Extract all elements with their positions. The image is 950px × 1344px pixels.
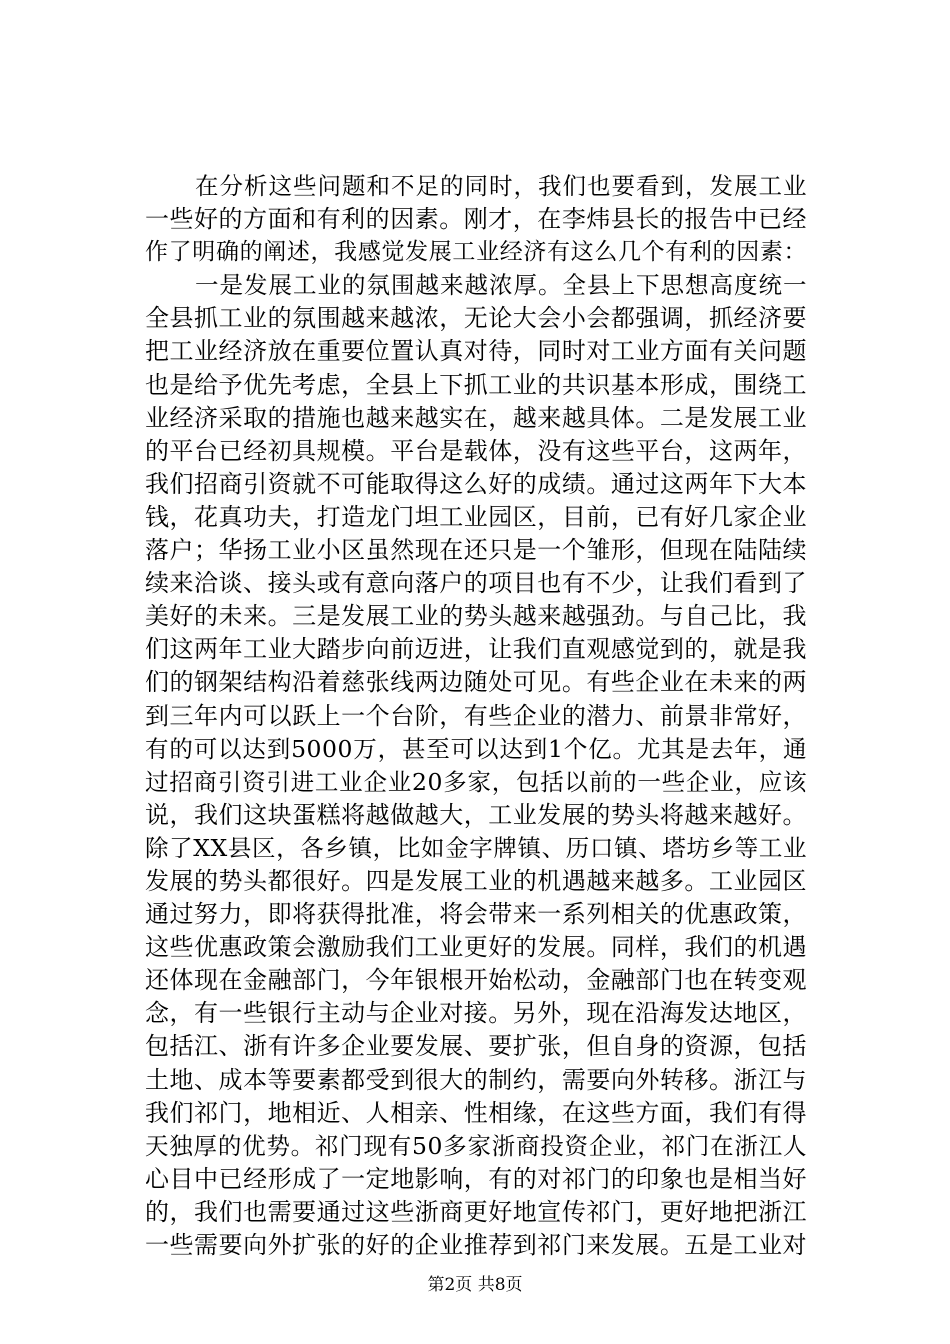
paragraph-2-line: 我们招商引资就不可能取得这么好的成绩。通过这两年下大本 <box>145 469 807 498</box>
paragraph-2-line: 们的钢架结构沿着慈张线两边随处可见。有些企业在未来的两 <box>145 668 807 697</box>
paragraph-2-line: 全县抓工业的氛围越来越浓，无论大会小会都强调，抓经济要 <box>145 304 807 333</box>
paragraph-2-line: 一是发展工业的氛围越来越浓厚。全县上下思想高度统一 <box>195 271 807 300</box>
paragraph-2-line: 包括江、浙有许多企业要发展、要扩张，但自身的资源，包括 <box>145 1032 807 1061</box>
paragraph-2-line: 也是给予优先考虑，全县上下抓工业的共识基本形成，围绕工 <box>145 370 807 399</box>
paragraph-2-line: 一些需要向外扩张的好的企业推荐到祁门来发展。五是工业对 <box>145 1231 807 1259</box>
paragraph-2-line: 落户；华扬工业小区虽然现在还只是一个雏形，但现在陆陆续 <box>145 536 807 565</box>
paragraph-2-line: 的平台已经初具规模。平台是载体，没有这些平台，这两年， <box>145 436 807 465</box>
paragraph-2-line: 美好的未来。三是发展工业的势头越来越强劲。与自己比，我 <box>145 602 807 631</box>
paragraph-2-line: 的，我们也需要通过这些浙商更好地宣传祁门，更好地把浙江 <box>145 1197 807 1226</box>
paragraph-2-line: 念，有一些银行主动与企业对接。另外，现在沿海发达地区， <box>145 999 807 1028</box>
paragraph-2-line: 过招商引资引进工业企业20多家，包括以前的一些企业，应该 <box>145 767 807 796</box>
paragraph-2-line: 有的可以达到5000万，甚至可以达到1个亿。尤其是去年，通 <box>145 734 807 763</box>
paragraph-2-line: 业经济采取的措施也越来越实在，越来越具体。二是发展工业 <box>145 403 807 432</box>
paragraph-2-line: 心目中已经形成了一定地影响，有的对祁门的印象也是相当好 <box>145 1164 807 1193</box>
paragraph-1-line: 作了明确的阐述，我感觉发展工业经济有这么几个有利的因素： <box>145 239 807 266</box>
paragraph-2-line: 钱，花真功夫，打造龙门坦工业园区，目前，已有好几家企业 <box>145 502 807 531</box>
document-body <box>145 170 807 1262</box>
paragraph-2-line: 土地、成本等要素都受到很大的制约，需要向外转移。浙江与 <box>145 1065 807 1094</box>
paragraph-2-line: 续来洽谈、接头或有意向落户的项目也有不少，让我们看到了 <box>145 569 807 598</box>
paragraph-2-line: 到三年内可以跃上一个台阶，有些企业的潜力、前景非常好， <box>145 701 807 730</box>
paragraph-2-line: 把工业经济放在重要位置认真对待，同时对工业方面有关问题 <box>145 337 807 366</box>
paragraph-2-line: 除了XX县区，各乡镇，比如金字牌镇、历口镇、塔坊乡等工业 <box>145 833 807 862</box>
paragraph-2-line: 说，我们这块蛋糕将越做越大，工业发展的势头将越来越好。 <box>145 800 807 829</box>
page-footer: 第2页 共8页 <box>427 1275 523 1295</box>
paragraph-1-line: 一些好的方面和有利的因素。刚才，在李炜县长的报告中已经 <box>145 205 807 234</box>
paragraph-2-line: 发展的势头都很好。四是发展工业的机遇越来越多。工业园区 <box>145 866 807 895</box>
paragraph-2-line: 还体现在金融部门，今年银根开始松动，金融部门也在转变观 <box>145 966 807 995</box>
paragraph-2-line: 我们祁门，地相近、人相亲、性相缘，在这些方面，我们有得 <box>145 1098 807 1127</box>
paragraph-2-line: 们这两年工业大踏步向前迈进，让我们直观感觉到的，就是我 <box>145 635 807 664</box>
paragraph-2-line: 这些优惠政策会激励我们工业更好的发展。同样，我们的机遇 <box>145 933 807 962</box>
paragraph-1-line: 在分析这些问题和不足的同时，我们也要看到，发展工业 <box>195 172 807 200</box>
paragraph-2-line: 天独厚的优势。祁门现有50多家浙商投资企业，祁门在浙江人 <box>145 1131 807 1160</box>
paragraph-2-line: 通过努力，即将获得批准，将会带来一系列相关的优惠政策， <box>145 900 807 929</box>
